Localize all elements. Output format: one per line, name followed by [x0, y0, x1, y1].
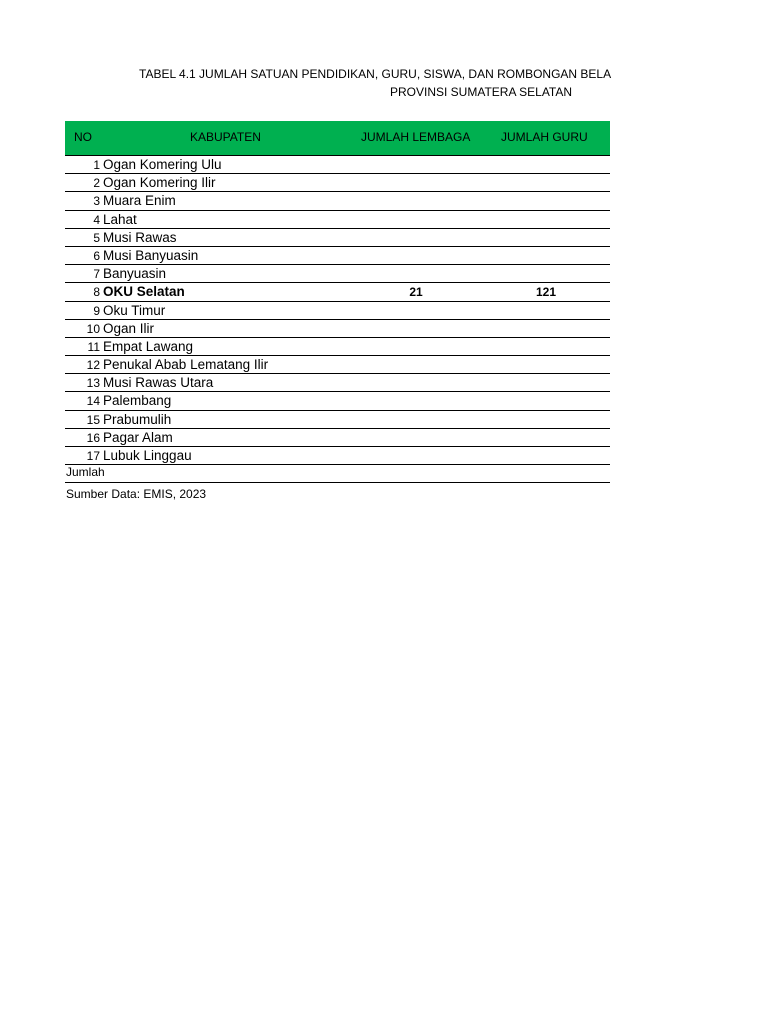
row-kabupaten: Musi Rawas Utara: [103, 375, 214, 391]
row-number: 14: [86, 394, 100, 409]
row-kabupaten: Musi Rawas: [103, 229, 177, 245]
data-table: [65, 121, 610, 483]
table-row: [65, 374, 610, 392]
header-jumlah-lembaga: JUMLAH LEMBAGA: [361, 130, 471, 144]
table-title-line-1: TABEL 4.1 JUMLAH SATUAN PENDIDIKAN, GURU, SISWA, DAN ROMBONGAN BELA: [139, 67, 612, 81]
row-kabupaten: Palembang: [103, 393, 172, 409]
row-jumlah-lembaga: 21: [409, 285, 423, 300]
total-label: Jumlah: [66, 465, 105, 480]
row-kabupaten: Lahat: [103, 211, 137, 227]
table-row: [65, 392, 610, 410]
row-number: 15: [86, 412, 100, 427]
row-number: 6: [93, 248, 100, 263]
row-number: 3: [93, 194, 100, 209]
table-row: [65, 320, 610, 338]
source-note: Sumber Data: EMIS, 2023: [66, 487, 207, 501]
table-row: [65, 211, 610, 229]
row-number: 5: [93, 230, 100, 245]
row-jumlah-guru: 121: [535, 285, 557, 300]
row-kabupaten: Musi Banyuasin: [103, 247, 199, 263]
row-kabupaten: Pagar Alam: [103, 429, 173, 445]
table-header-row: [65, 121, 610, 156]
table-row: [65, 338, 610, 356]
table-row: [65, 447, 610, 465]
table-row: [65, 229, 610, 247]
row-kabupaten: Oku Timur: [103, 302, 166, 318]
table-row: [65, 283, 610, 301]
row-number: 1: [93, 158, 100, 172]
row-number: 8: [93, 285, 100, 300]
header-kabupaten: KABUPATEN: [190, 130, 261, 144]
row-kabupaten: Penukal Abab Lematang Ilir: [103, 357, 269, 373]
table-row: [65, 156, 610, 174]
table-row: [65, 356, 610, 374]
row-number: 17: [86, 449, 100, 463]
row-number: 10: [86, 321, 100, 336]
row-number: 2: [93, 176, 100, 191]
row-kabupaten: Empat Lawang: [103, 338, 194, 354]
table-row: [65, 174, 610, 192]
row-number: 4: [93, 212, 100, 227]
table-row: [65, 429, 610, 447]
table-row: [65, 411, 610, 429]
table-row: [65, 265, 610, 283]
row-kabupaten: Ogan Komering Ulu: [103, 157, 222, 172]
total-row: [65, 465, 610, 483]
row-number: 7: [93, 267, 100, 282]
table-row: [65, 302, 610, 320]
row-number: 9: [93, 303, 100, 318]
row-number: 12: [86, 358, 100, 373]
row-kabupaten: OKU Selatan: [103, 284, 185, 300]
header-jumlah-guru: JUMLAH GURU: [501, 130, 588, 144]
table-row: [65, 192, 610, 210]
row-kabupaten: Lubuk Linggau: [103, 448, 192, 463]
row-number: 11: [87, 339, 100, 354]
row-kabupaten: Banyuasin: [103, 266, 167, 282]
table-body: [65, 156, 610, 465]
row-number: 13: [86, 376, 100, 391]
table-row: [65, 247, 610, 265]
row-kabupaten: Prabumulih: [103, 411, 172, 427]
header-no: NO: [74, 130, 92, 144]
table-title-line-2: PROVINSI SUMATERA SELATAN: [390, 85, 573, 99]
row-kabupaten: Muara Enim: [103, 193, 176, 209]
row-kabupaten: Ogan Komering Ilir: [103, 175, 216, 191]
row-kabupaten: Ogan Ilir: [103, 320, 155, 336]
row-number: 16: [86, 430, 100, 445]
